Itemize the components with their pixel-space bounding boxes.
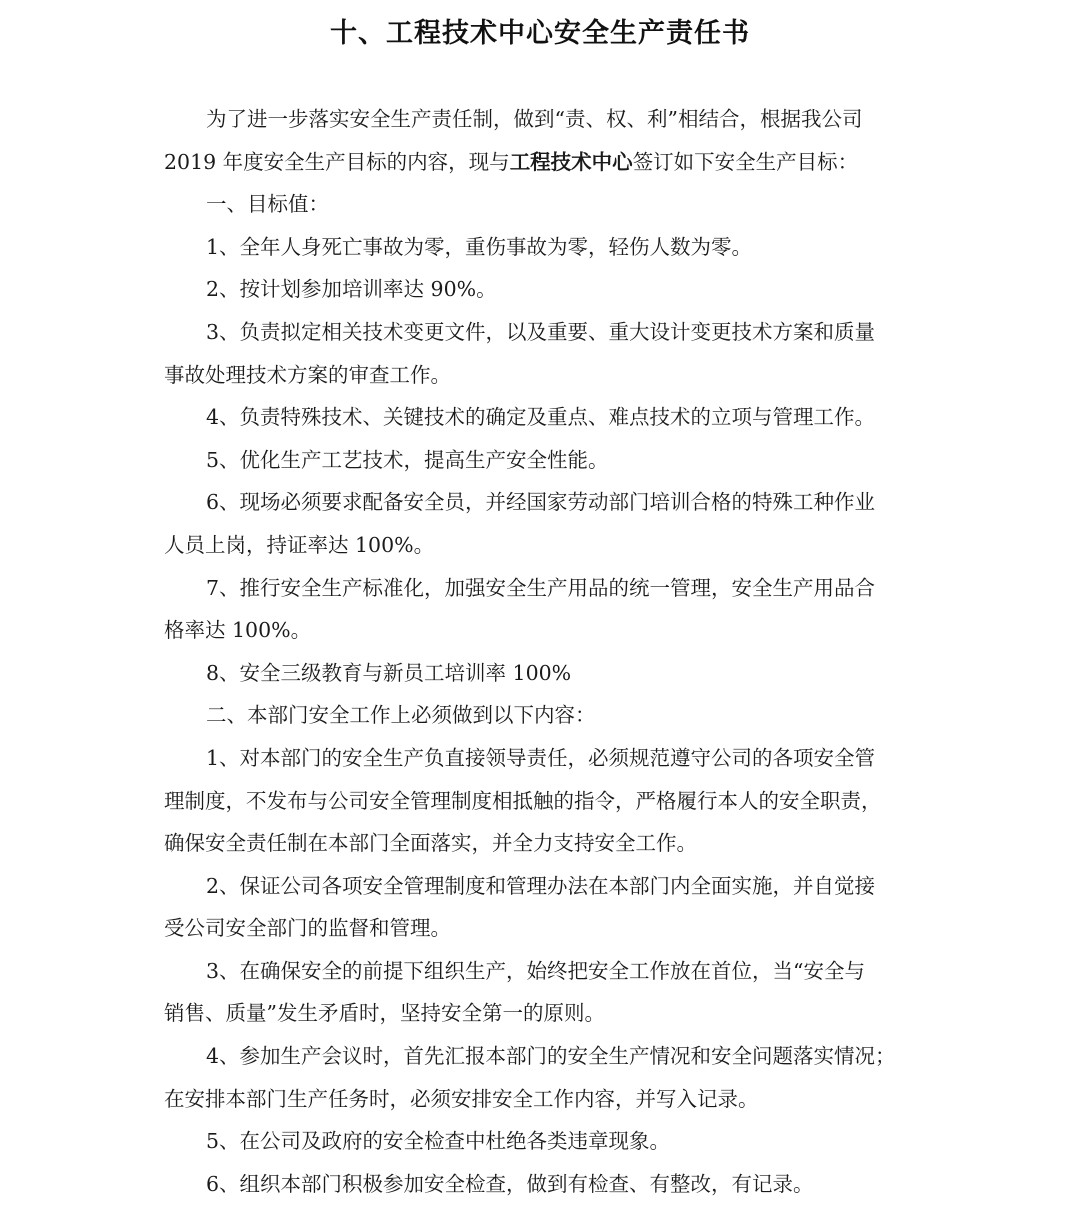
item-line: 事故处理技术方案的审查工作。	[164, 362, 451, 387]
intro-line-2	[164, 141, 916, 184]
section-1-item-2	[164, 268, 916, 311]
item-line: 受公司安全部门的监督和管理。	[164, 916, 451, 941]
section-2-item-3	[164, 950, 916, 1035]
item-line: 格率达 100%。	[164, 618, 312, 643]
item-line: 1、全年人身死亡事故为零，重伤事故为零，轻伤人数为零。	[206, 234, 753, 259]
item-line: 3、在确保安全的前提下组织生产，始终把安全工作放在首位，当“安全与	[206, 958, 866, 983]
item-line: 3、负责拟定相关技术变更文件，以及重要、重大设计变更技术方案和质量	[206, 319, 876, 344]
section-1-item-3	[164, 311, 916, 396]
section-2-item-1	[164, 737, 916, 865]
item-line: 理制度，不发布与公司安全管理制度相抵触的指令，严格履行本人的安全职责，	[164, 788, 882, 813]
section-2-item-5	[164, 1120, 916, 1163]
section-2-item-2	[164, 865, 916, 950]
department-name: 工程技术中心	[509, 149, 633, 174]
item-line: 1、对本部门的安全生产负直接领导责任，必须规范遵守公司的各项安全管	[206, 745, 876, 770]
item-line: 在安排本部门生产任务时，必须安排安全工作内容，并写入记录。	[164, 1086, 759, 1111]
item-line: 4、负责特殊技术、关键技术的确定及重点、难点技术的立项与管理工作。	[206, 405, 876, 430]
item-line: 2、保证公司各项安全管理制度和管理办法在本部门内全面实施，并自觉接	[206, 873, 876, 898]
section-1-item-5	[164, 439, 916, 482]
item-line: 销售、质量”发生矛盾时，坚持安全第一的原则。	[164, 1001, 605, 1026]
item-line: 4、参加生产会议时，首先汇报本部门的安全生产情况和安全问题落实情况；	[206, 1044, 896, 1069]
section-1-item-8	[164, 652, 916, 695]
section-1-item-1	[164, 226, 916, 269]
section-1-item-6	[164, 481, 916, 566]
document-title: 十、工程技术中心安全生产责任书	[330, 18, 750, 49]
section-2-item-4	[164, 1035, 916, 1120]
item-line: 2、按计划参加培训率达 90%。	[206, 277, 497, 302]
item-line: 7、推行安全生产标准化，加强安全生产用品的统一管理，安全生产用品合	[206, 575, 876, 600]
item-line: 6、组织本部门积极参加安全检查，做到有检查、有整改，有记录。	[206, 1171, 814, 1196]
document-body	[164, 98, 916, 1205]
section-1-item-7	[164, 567, 916, 652]
item-line: 人员上岗，持证率达 100%。	[164, 532, 435, 557]
section-2-heading: 二、本部门安全工作上必须做到以下内容：	[206, 703, 596, 728]
section-1-item-4	[164, 396, 916, 439]
item-line: 8、安全三级教育与新员工培训率 100%	[206, 660, 572, 685]
intro-line-1: 为了进一步落实安全生产责任制，做到“责、权、利”相结合，根据我公司	[206, 107, 863, 131]
item-line: 确保安全责任制在本部门全面落实，并全力支持安全工作。	[164, 831, 697, 856]
item-line: 6、现场必须要求配备安全员，并经国家劳动部门培训合格的特殊工种作业	[206, 490, 876, 515]
item-line: 5、在公司及政府的安全检查中杜绝各类违章现象。	[206, 1129, 671, 1154]
intro-line-2-pre: 2019 年度安全生产目标的内容，现与	[164, 149, 510, 174]
item-line: 5、优化生产工艺技术，提高生产安全性能。	[206, 447, 609, 472]
section-2-item-6	[164, 1163, 916, 1206]
section-1-heading: 一、目标值：	[206, 192, 329, 217]
intro-line-2-post: 签订如下安全生产目标：	[632, 149, 859, 174]
intro-paragraph	[164, 98, 916, 183]
